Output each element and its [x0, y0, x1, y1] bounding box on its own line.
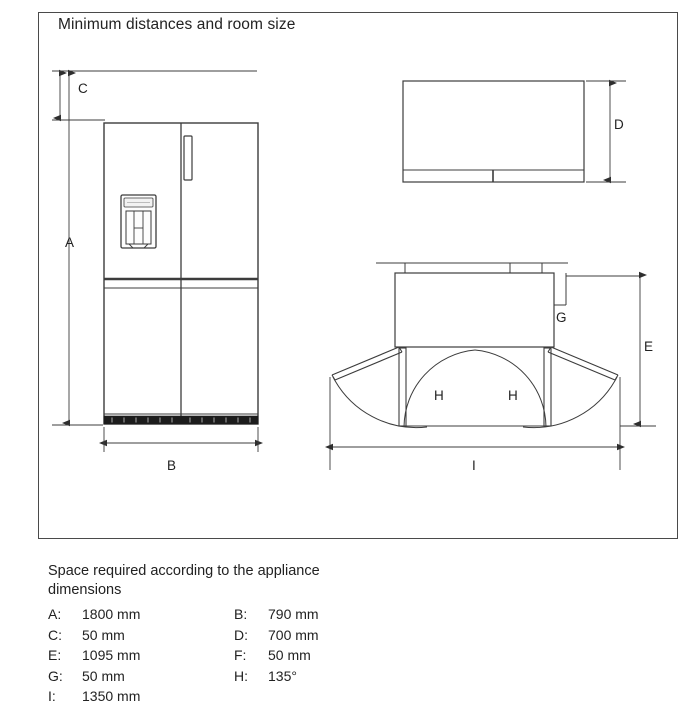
label-d: D — [614, 117, 624, 132]
spec-row — [48, 686, 668, 707]
spec-row — [48, 604, 668, 625]
spec-value: 1800 mm — [82, 606, 141, 622]
spec-key: E: — [48, 647, 62, 663]
spec-key: B: — [234, 606, 248, 622]
spec-row — [48, 625, 668, 646]
spec-key: A: — [48, 606, 62, 622]
spec-key: D: — [234, 626, 248, 643]
specifications-block — [48, 562, 668, 707]
spec-cell — [234, 666, 420, 687]
spec-value: 135° — [268, 667, 297, 684]
drawing-title: Minimum distances and room size — [58, 16, 296, 33]
spec-row — [48, 666, 668, 687]
label-g: G — [556, 310, 567, 325]
spec-cell — [48, 645, 234, 666]
label-c: C — [78, 81, 88, 96]
spec-key: I: — [48, 688, 56, 704]
label-a: A — [65, 235, 75, 250]
specifications-table — [48, 604, 668, 707]
label-b: B — [167, 458, 177, 473]
spec-key: H: — [234, 667, 248, 684]
spec-value: 50 mm — [82, 667, 125, 684]
spec-cell — [48, 604, 234, 625]
label-e: E — [644, 339, 654, 354]
spec-value: 50 mm — [82, 626, 125, 643]
spec-value: 700 mm — [268, 626, 319, 643]
label-h-right: H — [508, 388, 518, 403]
specifications-heading: Space required according to the appliance dimensions — [48, 563, 320, 598]
drawing-frame — [38, 12, 678, 539]
spec-key: F: — [234, 647, 247, 663]
spec-cell — [234, 625, 420, 646]
spec-cell — [234, 686, 420, 707]
spec-cell — [48, 686, 234, 707]
spec-value: 1095 mm — [82, 647, 141, 663]
spec-cell — [234, 645, 420, 666]
spec-key: C: — [48, 626, 62, 643]
label-i: I — [472, 458, 476, 473]
spec-cell — [234, 604, 420, 625]
spec-key: G: — [48, 667, 63, 684]
spec-value: 1350 mm — [82, 688, 141, 704]
spec-value: 790 mm — [268, 606, 319, 622]
label-h-left: H — [434, 388, 444, 403]
spec-row — [48, 645, 668, 666]
spec-cell — [48, 625, 234, 646]
spec-value: 50 mm — [268, 647, 311, 663]
spec-key — [234, 686, 268, 707]
spec-cell — [48, 666, 234, 687]
